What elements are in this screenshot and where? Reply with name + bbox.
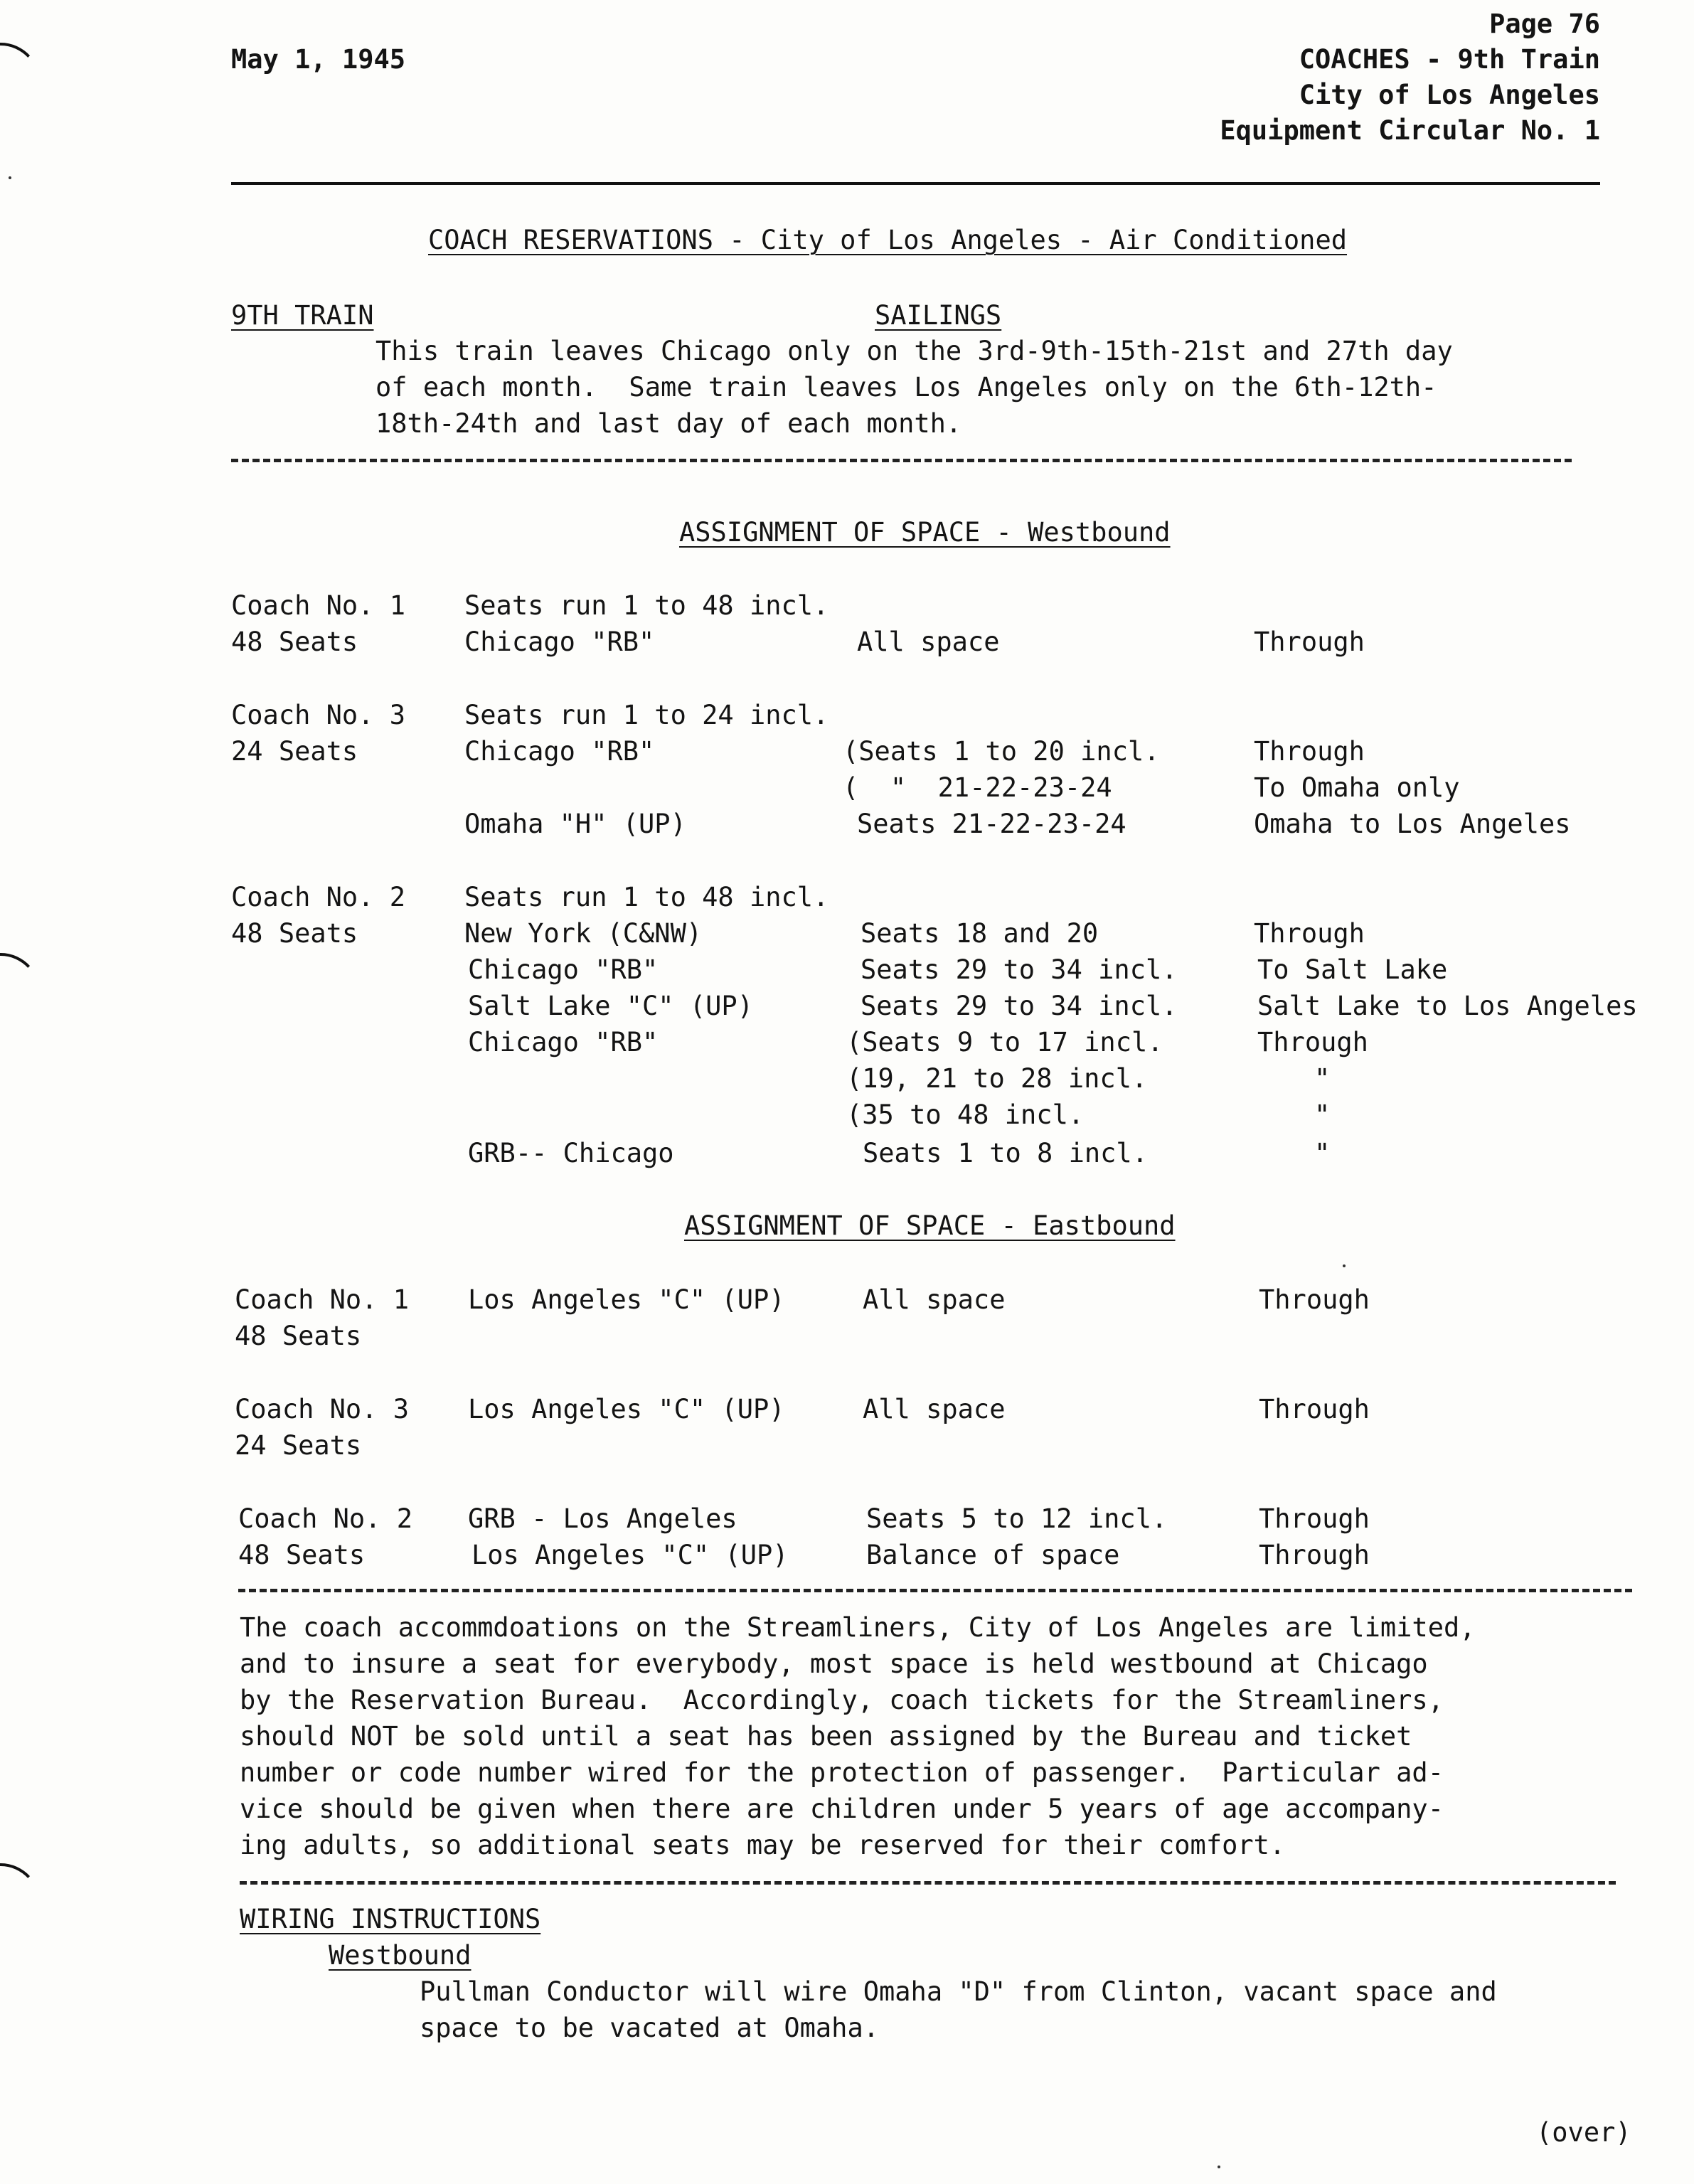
- seats-cell: Seats 1 to 8 incl.: [863, 1138, 1148, 1168]
- wiring-line: space to be vacated at Omaha.: [420, 2013, 880, 2043]
- punch-hole-mark: [0, 1863, 43, 1954]
- seats-label: 48 Seats: [238, 1540, 366, 1570]
- coach-label: Coach No. 3: [235, 1394, 410, 1424]
- sailings-line: This train leaves Chicago only on the 3rd-9th-15th-21st and 27th day: [375, 336, 1453, 366]
- sailings-line: of each month. Same train leaves Los Angeles only on the 6th-12th-: [375, 372, 1437, 403]
- punch-hole-mark: [0, 43, 43, 134]
- destination-cell: To Omaha only: [1254, 772, 1460, 803]
- seats-cell: Seats 29 to 34 incl.: [861, 954, 1178, 985]
- origin-cell: Los Angeles "C" (UP): [468, 1394, 785, 1424]
- page-number: Page 76: [1489, 9, 1600, 39]
- train-name: City of Los Angeles: [1299, 80, 1600, 110]
- origin-cell: Los Angeles "C" (UP): [472, 1540, 789, 1570]
- seats-cell: ( " 21-22-23-24: [843, 772, 1112, 803]
- wiring-heading: WIRING INSTRUCTIONS: [240, 1904, 541, 1934]
- destination-cell: Through: [1257, 1027, 1368, 1058]
- destination-cell: Omaha to Los Angeles: [1254, 809, 1571, 839]
- seats-label: 48 Seats: [231, 918, 358, 949]
- seats-label: 48 Seats: [235, 1321, 362, 1351]
- destination-cell: To Salt Lake: [1257, 954, 1448, 985]
- notice-line: ing adults, so additional seats may be reserved for their comfort.: [240, 1830, 1286, 1860]
- destination-cell: Salt Lake to Los Angeles: [1257, 991, 1638, 1021]
- destination-cell: Through: [1254, 736, 1365, 767]
- seats-cell: All space: [863, 1284, 1006, 1315]
- scan-speck: [1343, 1264, 1346, 1267]
- seats-label: 48 Seats: [231, 627, 358, 657]
- section-divider: [238, 1589, 1632, 1592]
- origin-cell: Chicago "RB": [468, 1027, 659, 1058]
- seats-cell: Seats 29 to 34 incl.: [861, 991, 1178, 1021]
- punch-hole-mark: [0, 953, 43, 1044]
- origin-cell: GRB - Los Angeles: [468, 1503, 737, 1534]
- document-date: May 1, 1945: [231, 44, 406, 75]
- section-divider: [231, 459, 1572, 462]
- seats-label: 24 Seats: [231, 736, 358, 767]
- page-title: COACH RESERVATIONS - City of Los Angeles - Air Conditioned: [428, 225, 1348, 255]
- circular-name: Equipment Circular No. 1: [1220, 115, 1600, 146]
- page-turn-note: (over): [1536, 2117, 1631, 2148]
- seats-cell: Seats 5 to 12 incl.: [866, 1503, 1168, 1534]
- wiring-line: Pullman Conductor will wire Omaha "D" from Clinton, vacant space and: [420, 1976, 1497, 2007]
- seats-cell: (Seats 9 to 17 incl.: [846, 1027, 1163, 1058]
- destination-cell: Through: [1259, 1503, 1370, 1534]
- section-divider: [240, 1881, 1616, 1885]
- origin-cell: New York (C&NW): [464, 918, 703, 949]
- origin-cell: Chicago "RB": [468, 954, 659, 985]
- notice-line: The coach accommdoations on the Streamliners, City of Los Angeles are limited,: [240, 1612, 1476, 1643]
- origin-cell: Seats run 1 to 48 incl.: [464, 882, 829, 912]
- coach-label: Coach No. 3: [231, 700, 406, 730]
- notice-line: vice should be given when there are children under 5 years of age accompany-: [240, 1794, 1444, 1824]
- coach-label: Coach No. 2: [238, 1503, 413, 1534]
- origin-cell: GRB-- Chicago: [468, 1138, 674, 1168]
- eastbound-heading: ASSIGNMENT OF SPACE - Eastbound: [684, 1210, 1176, 1241]
- ditto-mark: ": [1314, 1099, 1331, 1130]
- destination-cell: Through: [1259, 1540, 1370, 1570]
- coach-label: Coach No. 2: [231, 882, 406, 912]
- seats-label: 24 Seats: [235, 1430, 362, 1461]
- origin-cell: Seats run 1 to 24 incl.: [464, 700, 829, 730]
- origin-cell: Salt Lake "C" (UP): [468, 991, 753, 1021]
- wiring-subheading: Westbound: [329, 1940, 472, 1971]
- ditto-mark: ": [1314, 1063, 1331, 1094]
- notice-line: and to insure a seat for everybody, most space is held westbound at Chicago: [240, 1648, 1428, 1679]
- notice-line: by the Reservation Bureau. Accordingly, coach tickets for the Streamliners,: [240, 1685, 1444, 1715]
- seats-cell: All space: [857, 627, 1000, 657]
- seats-cell: Seats 18 and 20: [861, 918, 1099, 949]
- destination-cell: Through: [1259, 1284, 1370, 1315]
- origin-cell: Los Angeles "C" (UP): [468, 1284, 785, 1315]
- notice-line: number or code number wired for the protection of passenger. Particular ad-: [240, 1757, 1444, 1788]
- seats-cell: Balance of space: [866, 1540, 1120, 1570]
- seats-cell: Seats 21-22-23-24: [857, 809, 1126, 839]
- sailings-heading: SAILINGS: [875, 300, 1002, 331]
- sailings-line: 18th-24th and last day of each month.: [375, 408, 962, 439]
- coach-label: Coach No. 1: [231, 590, 406, 621]
- destination-cell: Through: [1254, 627, 1365, 657]
- origin-cell: Chicago "RB": [464, 627, 655, 657]
- notice-line: should NOT be sold until a seat has been assigned by the Bureau and ticket: [240, 1721, 1412, 1752]
- header-rule: [231, 182, 1600, 185]
- ditto-mark: ": [1314, 1138, 1331, 1168]
- seats-cell: (19, 21 to 28 incl.: [846, 1063, 1148, 1094]
- scan-speck: [1218, 2166, 1220, 2168]
- train-heading: 9TH TRAIN: [231, 300, 374, 331]
- coach-label: Coach No. 1: [235, 1284, 410, 1315]
- seats-cell: (35 to 48 incl.: [846, 1099, 1085, 1130]
- seats-cell: All space: [863, 1394, 1006, 1424]
- scan-speck: [9, 176, 11, 179]
- destination-cell: Through: [1259, 1394, 1370, 1424]
- seats-cell: (Seats 1 to 20 incl.: [843, 736, 1160, 767]
- section-title: COACHES - 9th Train: [1299, 44, 1600, 75]
- destination-cell: Through: [1254, 918, 1365, 949]
- westbound-heading: ASSIGNMENT OF SPACE - Westbound: [679, 517, 1171, 548]
- origin-cell: Seats run 1 to 48 incl.: [464, 590, 829, 621]
- origin-cell: Omaha "H" (UP): [464, 809, 686, 839]
- origin-cell: Chicago "RB": [464, 736, 655, 767]
